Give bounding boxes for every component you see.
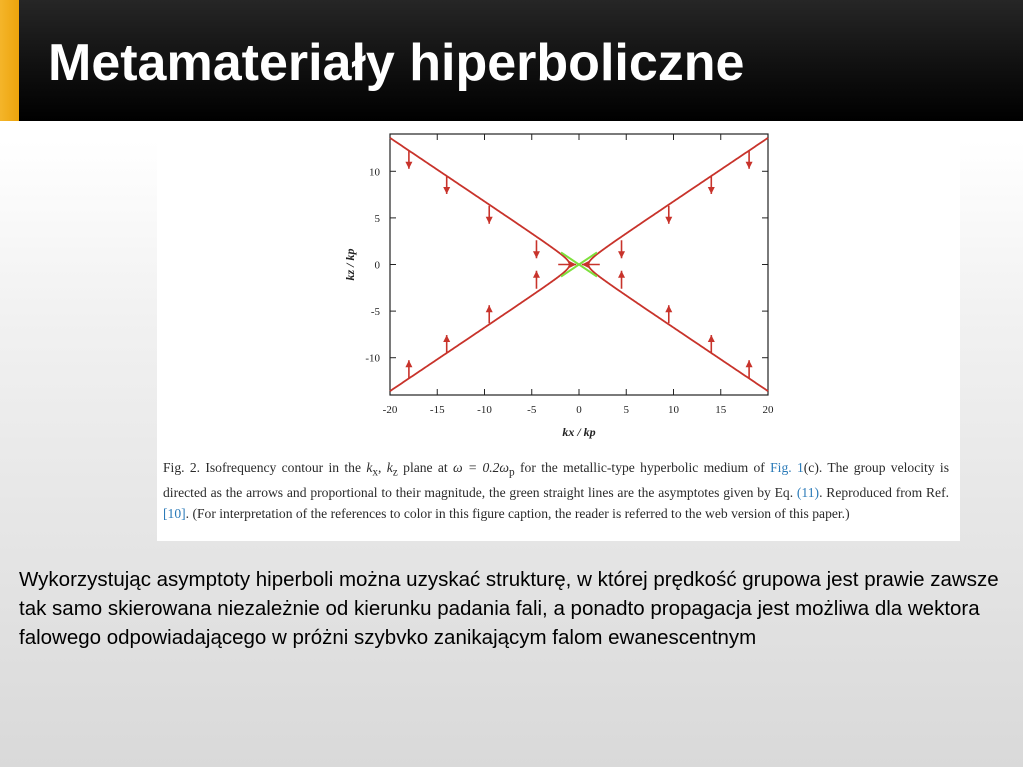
y-tick-label: -10	[365, 352, 380, 365]
velocity-arrow-head	[746, 162, 753, 169]
x-tick-label: 0	[576, 404, 582, 416]
x-tick-label: -15	[429, 404, 445, 416]
velocity-arrow-head	[618, 271, 625, 278]
slide-body-text: Wykorzystując asymptoty hiperboli można uzyskać strukturę, w której prędkość grupowa jest prawie zawsze tak samo skierowana niezależnie od kierunku padania fali, a ponadto propagacja jest możliwa dla wektora falowego odpowiadającego w próżni szybvko zanikającym falom ewanescentnym	[19, 568, 999, 649]
velocity-arrow-head	[443, 187, 450, 194]
velocity-arrow-head	[746, 360, 753, 367]
x-tick-label: -5	[527, 404, 537, 416]
caption-omega-sub: p	[509, 466, 515, 479]
velocity-arrow-head	[443, 335, 450, 342]
velocity-arrow-head	[533, 271, 540, 278]
x-tick-label: 20	[762, 404, 774, 416]
figure-caption	[163, 458, 949, 524]
caption-kz-sub: z	[392, 466, 398, 479]
title-bar	[0, 0, 1023, 121]
caption-kz: k	[386, 460, 393, 475]
caption-text: . Reproduced from Ref.	[819, 485, 949, 501]
y-tick-label: 0	[374, 259, 380, 272]
velocity-arrow-head	[708, 335, 715, 342]
y-tick-label: 5	[374, 212, 380, 225]
caption-text: ,	[378, 460, 387, 475]
y-axis-label: kz / kp	[343, 248, 357, 281]
isofrequency-chart	[157, 121, 960, 456]
contour-left-branch	[390, 138, 570, 391]
x-axis-label: kx / kp	[562, 425, 596, 439]
velocity-arrow-head	[405, 360, 412, 367]
x-tick-label: 5	[623, 404, 629, 416]
velocity-arrow-head	[486, 305, 493, 312]
caption-kx: k	[366, 460, 373, 475]
x-tick-label: -10	[477, 404, 492, 416]
velocity-arrow-head	[533, 251, 540, 258]
velocity-arrow-head	[618, 251, 625, 258]
contour-right-branch	[588, 138, 768, 391]
caption-link-eq11[interactable]: (11)	[796, 485, 820, 501]
velocity-arrow-head	[665, 305, 672, 312]
x-tick-label: -20	[382, 404, 398, 416]
caption-kx-sub: x	[372, 466, 379, 479]
caption-text: Fig. 2. Isofrequency contour in the	[163, 460, 367, 475]
contour-curves	[390, 138, 768, 391]
caption-text: plane at	[397, 460, 454, 475]
velocity-arrow-head	[708, 187, 715, 194]
slide-title: Metamateriały hiperboliczne	[48, 34, 745, 92]
caption-link-fig1[interactable]: Fig. 1	[770, 460, 804, 475]
x-tick-label: 10	[668, 404, 679, 416]
caption-omega: ω = 0.2ω	[453, 460, 510, 475]
y-tick-label: 10	[369, 166, 380, 179]
y-tick-label: -5	[370, 306, 380, 319]
velocity-arrow-head	[486, 217, 493, 224]
caption-text: for the metallic-type hyperbolic medium of	[514, 460, 771, 475]
velocity-arrow-head	[405, 162, 412, 169]
caption-text: (c). The group velocity is directed as the arrows and proportional to their magnitude, the green straight lines are the asymptotes given by Eq.	[163, 460, 949, 501]
title-accent-stripe	[0, 0, 19, 121]
caption-link-ref10[interactable]: [10]	[163, 505, 186, 521]
x-tick-label: 15	[715, 404, 727, 416]
caption-text: . (For interpretation of the references to color in this figure caption, the reader is referred to the web version of this paper.)	[185, 505, 850, 521]
figure-panel	[157, 121, 960, 541]
tick-labels	[365, 166, 774, 416]
velocity-arrow-head	[665, 217, 672, 224]
